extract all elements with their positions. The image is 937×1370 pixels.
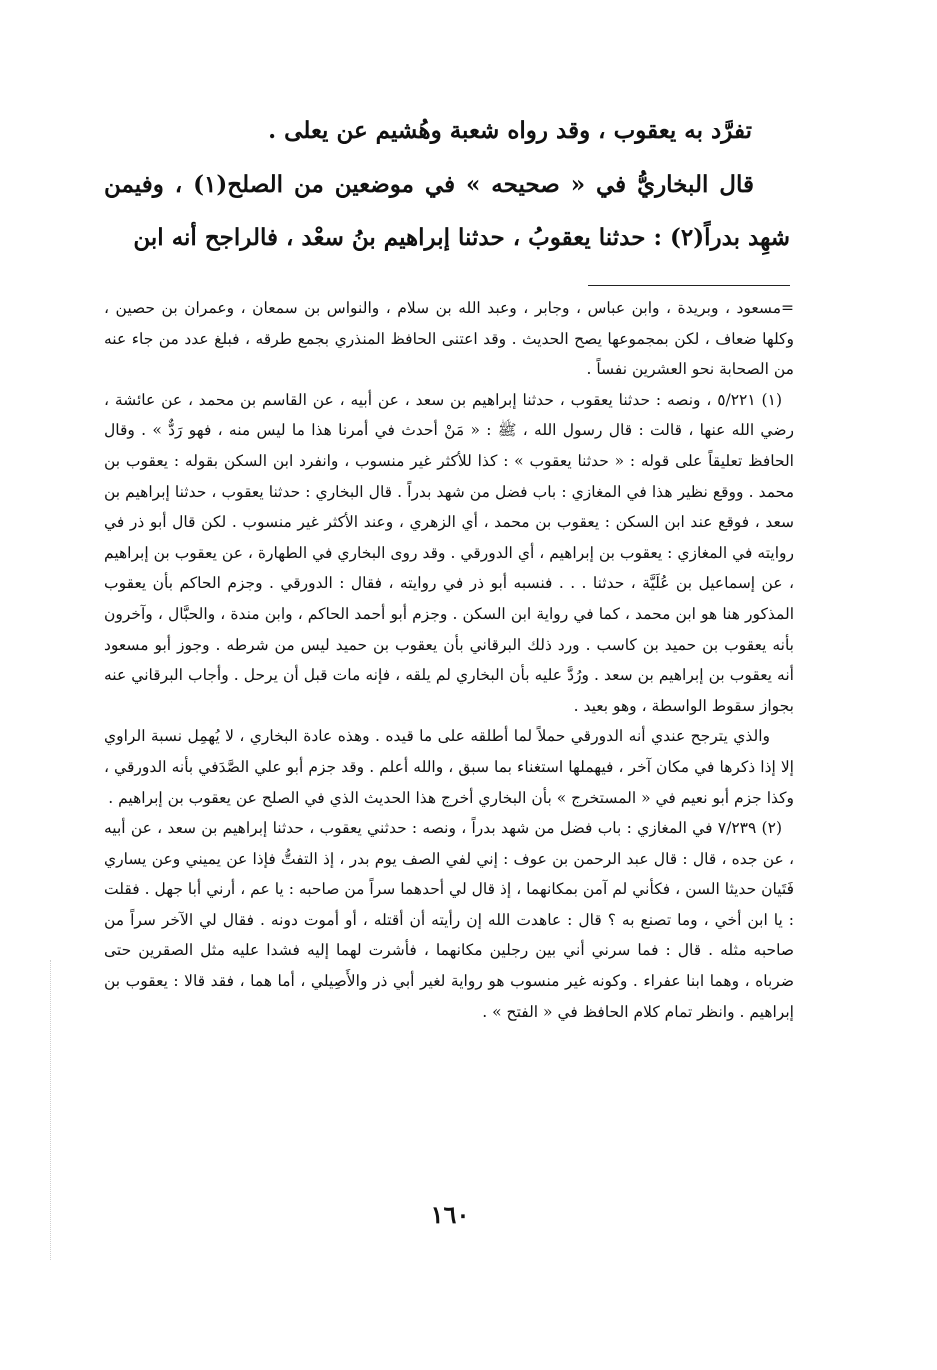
footnote-separator: [588, 285, 790, 286]
main-text-line-1: تفرَّد به يعقوب ، وقد رواه شعبة وهُشيم عن يعلى .: [268, 117, 752, 144]
footnote-continuation: =مسعود ، وبريدة ، وابن عباس ، وجابر ، وعبد الله بن سلام ، والنواس بن سمعان ، وعمران بن حصين ، وكلها ضعاف ، لكن بمجموعها يصح الحديث . وقد اعتنى الحافظ المنذري بجمع طرقه ، فبلغ عدد من جاء عنه من الصحابة نحو العشرين نفساً .: [104, 299, 794, 379]
footnote-1: (١) ٥/٢٢١ ، ونصه : حدثنا يعقوب ، حدثنا إبراهيم بن سعد ، عن أبيه ، عن القاسم بن محمد ، عن عائشة ، رضي الله عنها ، قالت : قال رسول الله ، ﷺ : « مَنْ أحدث في أمرنا هذا ما ليس منه ، فهو رَدٌّ » . وقال الحافظ تعليقاً على قوله : « حدثنا يعقوب » : كذا للأكثر غير منسوب ، وانفرد ابن السكن بقوله : يعقوب بن محمد . ووقع نظير هذا في المغازي : باب فضل من شهد بدراً . قال البخاري : حدثنا يعقوب ، حدثنا إبراهيم بن سعد ، فوقع عند ابن السكن : يعقوب بن محمد ، أي الزهري ، وعند الأكثر غير منسوب . لكن قال أبو ذر في روايته في المغازي : يعقوب بن إبراهيم ، أي الدورقي . وقد روى البخاري في الطهارة ، عن يعقوب بن إبراهيم ، عن إسماعيل بن عُلَيَّة ، حدثنا . . . فنسبه أبو ذر في روايته ، فقال : الدورقي . وجزم الحاكم بأن يعقوب المذكور هنا هو ابن محمد ، كما في رواية ابن السكن . وجزم أبو أحمد الحاكم ، وابن مندة ، والحبَّال ، وآخرون بأنه يعقوب بن حميد بن كاسب . ورد ذلك البرقاني بأن يعقوب بن حميد ليس من شرطه . وجوز أبو مسعود أنه يعقوب بن إبراهيم بن سعد . ورُدَّ عليه بأن البخاري لم يلقه ، فإنه مات قبل أن يرحل . وأجاب البرقاني عنه بجواز سقوط الواسطة ، وهو بعيد .: [104, 390, 794, 715]
footnote-1-continued: والذي يترجح عندي أنه الدورقي حملاً لما أطلقه على ما قيده . وهذه عادة البخاري ، لا يُهمِل نسبة الراوي إلا إذا ذكرها في مكان آخر ، فيهملها استغناء بما سبق ، والله أعلم . وقد جزم أبو علي الصَّدَفي بأنه الدورقي ، وكذا جزم أبو نعيم في « المستخرج » بأن البخاري أخرج هذا الحديث الذي في الصلح عن يعقوب بن إبراهيم .: [104, 727, 794, 807]
page-number: ١٦٠: [430, 1200, 470, 1229]
main-text-paragraph: قال البخاريُّ في « صحيحه » في موضعين من الصلح(١) ، وفيمن شهِد بدراً(٢) : حدثنا يعقوبُ ، حدثنا إبراهيم بنُ سعْد ، فالراجح أنه ابن: [104, 171, 790, 251]
footnotes-section: [104, 293, 794, 1027]
footnote-2: (٢) ٧/٢٣٩ في المغازي : باب فضل من شهد بدراً ، ونصه : حدثني يعقوب ، حدثنا إبراهيم بن سعد ، عن أبيه ، عن جده ، قال : قال عبد الرحمن بن عوف : إني لفي الصف يوم بدر ، إذ التفتُّ فإذا عن يميني وعن يساري فَتَيان حديثا السن ، فكأني لم آمن بمكانهما ، إذ قال لي أحدهما سراً من صاحبه : يا عم ، أرني أبا جهل . فقلت : يا ابن أخي ، وما تصنع به ؟ قال : عاهدت الله إن رأيته أن أقتله ، أو أموت دونه . فقال لي الآخر سراً من صاحبه مثله . قال : فما سرني أني بين رجلين مكانهما ، فأشرت لهما إليه فشدا عليه مثل الصقرين حتى ضرباه ، وهما ابنا عفراء . وكونه غير منسوب هو رواية لغير أبي ذر والأَصِيلي ، أما هما ، فقد قالا : يعقوب بن إبراهيم . وانظر تمام كلام الحافظ في « الفتح » .: [104, 819, 794, 1021]
scan-margin-artifact: [50, 960, 51, 1260]
